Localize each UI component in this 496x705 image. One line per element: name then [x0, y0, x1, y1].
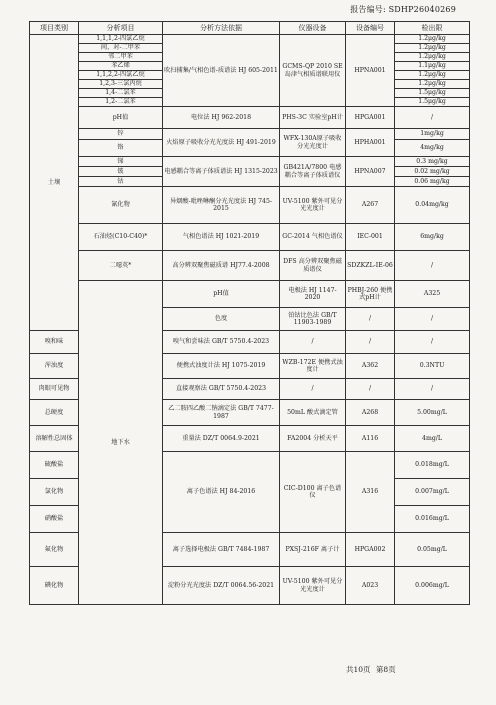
limit: 1mg/kg — [395, 129, 470, 140]
item-name: 二噁英* — [79, 251, 163, 281]
report-number: 报告编号: SDHP26040269 — [350, 5, 456, 14]
device-id: / — [346, 331, 395, 354]
table-row — [30, 107, 470, 129]
header-limit: 检出限 — [395, 22, 470, 35]
method: 铂钴比色法 GB/T 11903-1989 — [280, 308, 346, 331]
item-name: 色度 — [163, 308, 280, 331]
device-id: HPHA001 — [346, 129, 395, 157]
item-name: 石油烃(C10-C40)* — [79, 224, 163, 251]
method: 淀粉分光光度法 DZ/T 0064.56-2021 — [163, 567, 280, 605]
device-id: A362 — [346, 354, 395, 379]
instrument: DFS 高分辨双聚焦磁质谱仪 — [280, 251, 346, 281]
method: 吹扫捕集/气相色谱-质谱法 HJ 605-2011 — [163, 35, 280, 107]
item-name: 硝酸盐 — [30, 506, 79, 533]
device-id: IEC-001 — [346, 224, 395, 251]
table-row — [30, 35, 470, 44]
table-row — [30, 157, 470, 167]
instrument: / — [346, 308, 395, 331]
item-name: 总硬度 — [30, 400, 79, 426]
item-name: 锑 — [79, 157, 163, 167]
device-id: HPGA001 — [346, 107, 395, 129]
item-name: 1,2-二氯苯 — [79, 98, 163, 107]
instrument: PHBJ-260 便携式pH计 — [346, 281, 395, 308]
item-name: 氟化物 — [30, 533, 79, 567]
device-id: SDZKZL-IE-06 — [346, 251, 395, 281]
instrument: GB421A/7800 电感耦合等离子体质谱仪 — [280, 157, 346, 187]
limit: / — [395, 379, 470, 400]
item-name: pH值 — [79, 107, 163, 129]
instrument: PHS-3C 实验室pH计 — [280, 107, 346, 129]
method: 异烟酸-吡唑啉酮分光光度法 HJ 745-2015 — [163, 187, 280, 224]
instrument: WZB-172E 便携式浊度计 — [280, 354, 346, 379]
instrument: GCMS-QP 2010 SE岛津气相质谱联用仪 — [280, 35, 346, 107]
method: 乙二胺四乙酸二钠滴定法 GB/T 7477-1987 — [163, 400, 280, 426]
device-id: / — [395, 308, 470, 331]
item-name: 肉眼可见物 — [30, 379, 79, 400]
limit: 5.00mg/L — [395, 400, 470, 426]
table-row — [30, 129, 470, 140]
method: 重量法 DZ/T 0064.9-2021 — [163, 426, 280, 452]
limit: 1.2μg/kg — [395, 35, 470, 44]
limit: 0.006mg/L — [395, 567, 470, 605]
item-name: 1,1,2,2-四氯乙烷 — [79, 71, 163, 80]
limit: 0.3 mg/kg — [395, 157, 470, 167]
item-name: 嗅和味 — [30, 331, 79, 354]
instrument: GC-2014 气相色谱仪 — [280, 224, 346, 251]
category-groundwater: 地下水 — [79, 281, 163, 605]
method: 火焰原子吸收分光光度法 HJ 491-2019 — [163, 129, 280, 157]
device-id: A023 — [346, 567, 395, 605]
table-row — [30, 251, 470, 281]
item-name: 苯乙烯 — [79, 62, 163, 71]
limit: / — [395, 107, 470, 129]
item-name: 硫酸盐 — [30, 452, 79, 479]
instrument: UV-5100 紫外可见分光光度计 — [280, 187, 346, 224]
limit: 0.04mg/kg — [395, 187, 470, 224]
header-device: 设备编号 — [346, 22, 395, 35]
header-category: 项目类别 — [30, 22, 79, 35]
device-id: A267 — [346, 187, 395, 224]
instrument: / — [280, 379, 346, 400]
method: 便携式浊度计法 HJ 1075-2019 — [163, 354, 280, 379]
page-footer: 共10页 第8页 — [346, 665, 396, 674]
instrument: UV-5100 紫外可见分光光度计 — [280, 567, 346, 605]
category-soil: 土壤 — [30, 35, 79, 331]
method: 电极法 HJ 1147-2020 — [280, 281, 346, 308]
item-name: 铍 — [79, 167, 163, 177]
method: 气相色谱法 HJ 1021-2019 — [163, 224, 280, 251]
item-name: 1,1,1,2-四氯乙烷 — [79, 35, 163, 44]
limit: 6mg/kg — [395, 224, 470, 251]
limit: 1.2μg/kg — [395, 71, 470, 80]
limit: 0.3NTU — [395, 354, 470, 379]
item-name: 邻二甲苯 — [79, 53, 163, 62]
instrument: CIC-D100 离子色谱仪 — [280, 452, 346, 533]
limit: 4mg/L — [395, 426, 470, 452]
limit: 1.2μg/kg — [395, 44, 470, 53]
method: 高分辨双聚焦磁质谱 HJ77.4-2008 — [163, 251, 280, 281]
instrument: / — [280, 331, 346, 354]
device-id: A116 — [346, 426, 395, 452]
table-row — [30, 281, 470, 308]
method: 嗅气和尝味法 GB/T 5750.4-2023 — [163, 331, 280, 354]
instrument: FA2004 分析天平 — [280, 426, 346, 452]
device-id: A316 — [346, 452, 395, 533]
header-instrument: 仪器设备 — [280, 22, 346, 35]
limit: 0.016mg/L — [395, 506, 470, 533]
limit: / — [395, 331, 470, 354]
limit: 4mg/kg — [395, 140, 470, 157]
item-name: 间、对-二甲苯 — [79, 44, 163, 53]
method: 电感耦合等离子体质谱法 HJ 1315-2023 — [163, 157, 280, 187]
item-name: 铬 — [79, 140, 163, 157]
table-row — [30, 224, 470, 251]
item-name: 溶解性总固体 — [30, 426, 79, 452]
limit: 0.02 mg/kg — [395, 167, 470, 177]
device-id: A325 — [395, 281, 470, 308]
item-name: 钴 — [79, 177, 163, 187]
header-method: 分析方法依据 — [163, 22, 280, 35]
limit: / — [395, 251, 470, 281]
header-item: 分析项目 — [79, 22, 163, 35]
analysis-method-table — [29, 21, 470, 605]
device-id: A268 — [346, 400, 395, 426]
item-name: 氯化物 — [30, 479, 79, 506]
instrument: 50mL 酸式滴定管 — [280, 400, 346, 426]
instrument: PXSJ-216F 离子计 — [280, 533, 346, 567]
device-id: HPNA007 — [346, 157, 395, 187]
method: 离子色谱法 HJ 84-2016 — [163, 452, 280, 533]
method: 直接观察法 GB/T 5750.4-2023 — [163, 379, 280, 400]
limit: 0.06 mg/kg — [395, 177, 470, 187]
item-name: 1,4-二氯苯 — [79, 89, 163, 98]
item-name: pH值 — [163, 281, 280, 308]
device-id: / — [346, 379, 395, 400]
item-name: 碘化物 — [30, 567, 79, 605]
limit: 1.2μg/kg — [395, 80, 470, 89]
limit: 1.5μg/kg — [395, 89, 470, 98]
method: 电位法 HJ 962-2018 — [163, 107, 280, 129]
limit: 0.05mg/L — [395, 533, 470, 567]
device-id: HPGA002 — [346, 533, 395, 567]
limit: 1.2μg/kg — [395, 53, 470, 62]
item-name: 氰化物 — [79, 187, 163, 224]
item-name: 1,2,3-三氯丙烷 — [79, 80, 163, 89]
table-row — [30, 187, 470, 224]
limit: 1.5μg/kg — [395, 98, 470, 107]
limit: 0.018mg/L — [395, 452, 470, 479]
instrument: WFX-130A原子吸收分光光度计 — [280, 129, 346, 157]
item-name: 浑浊度 — [30, 354, 79, 379]
item-name: 锌 — [79, 129, 163, 140]
limit: 0.007mg/L — [395, 479, 470, 506]
header-row — [30, 22, 470, 35]
method: 离子选择电极法 GB/T 7484-1987 — [163, 533, 280, 567]
limit: 1.1μg/kg — [395, 62, 470, 71]
device-id: HPNA001 — [346, 35, 395, 107]
